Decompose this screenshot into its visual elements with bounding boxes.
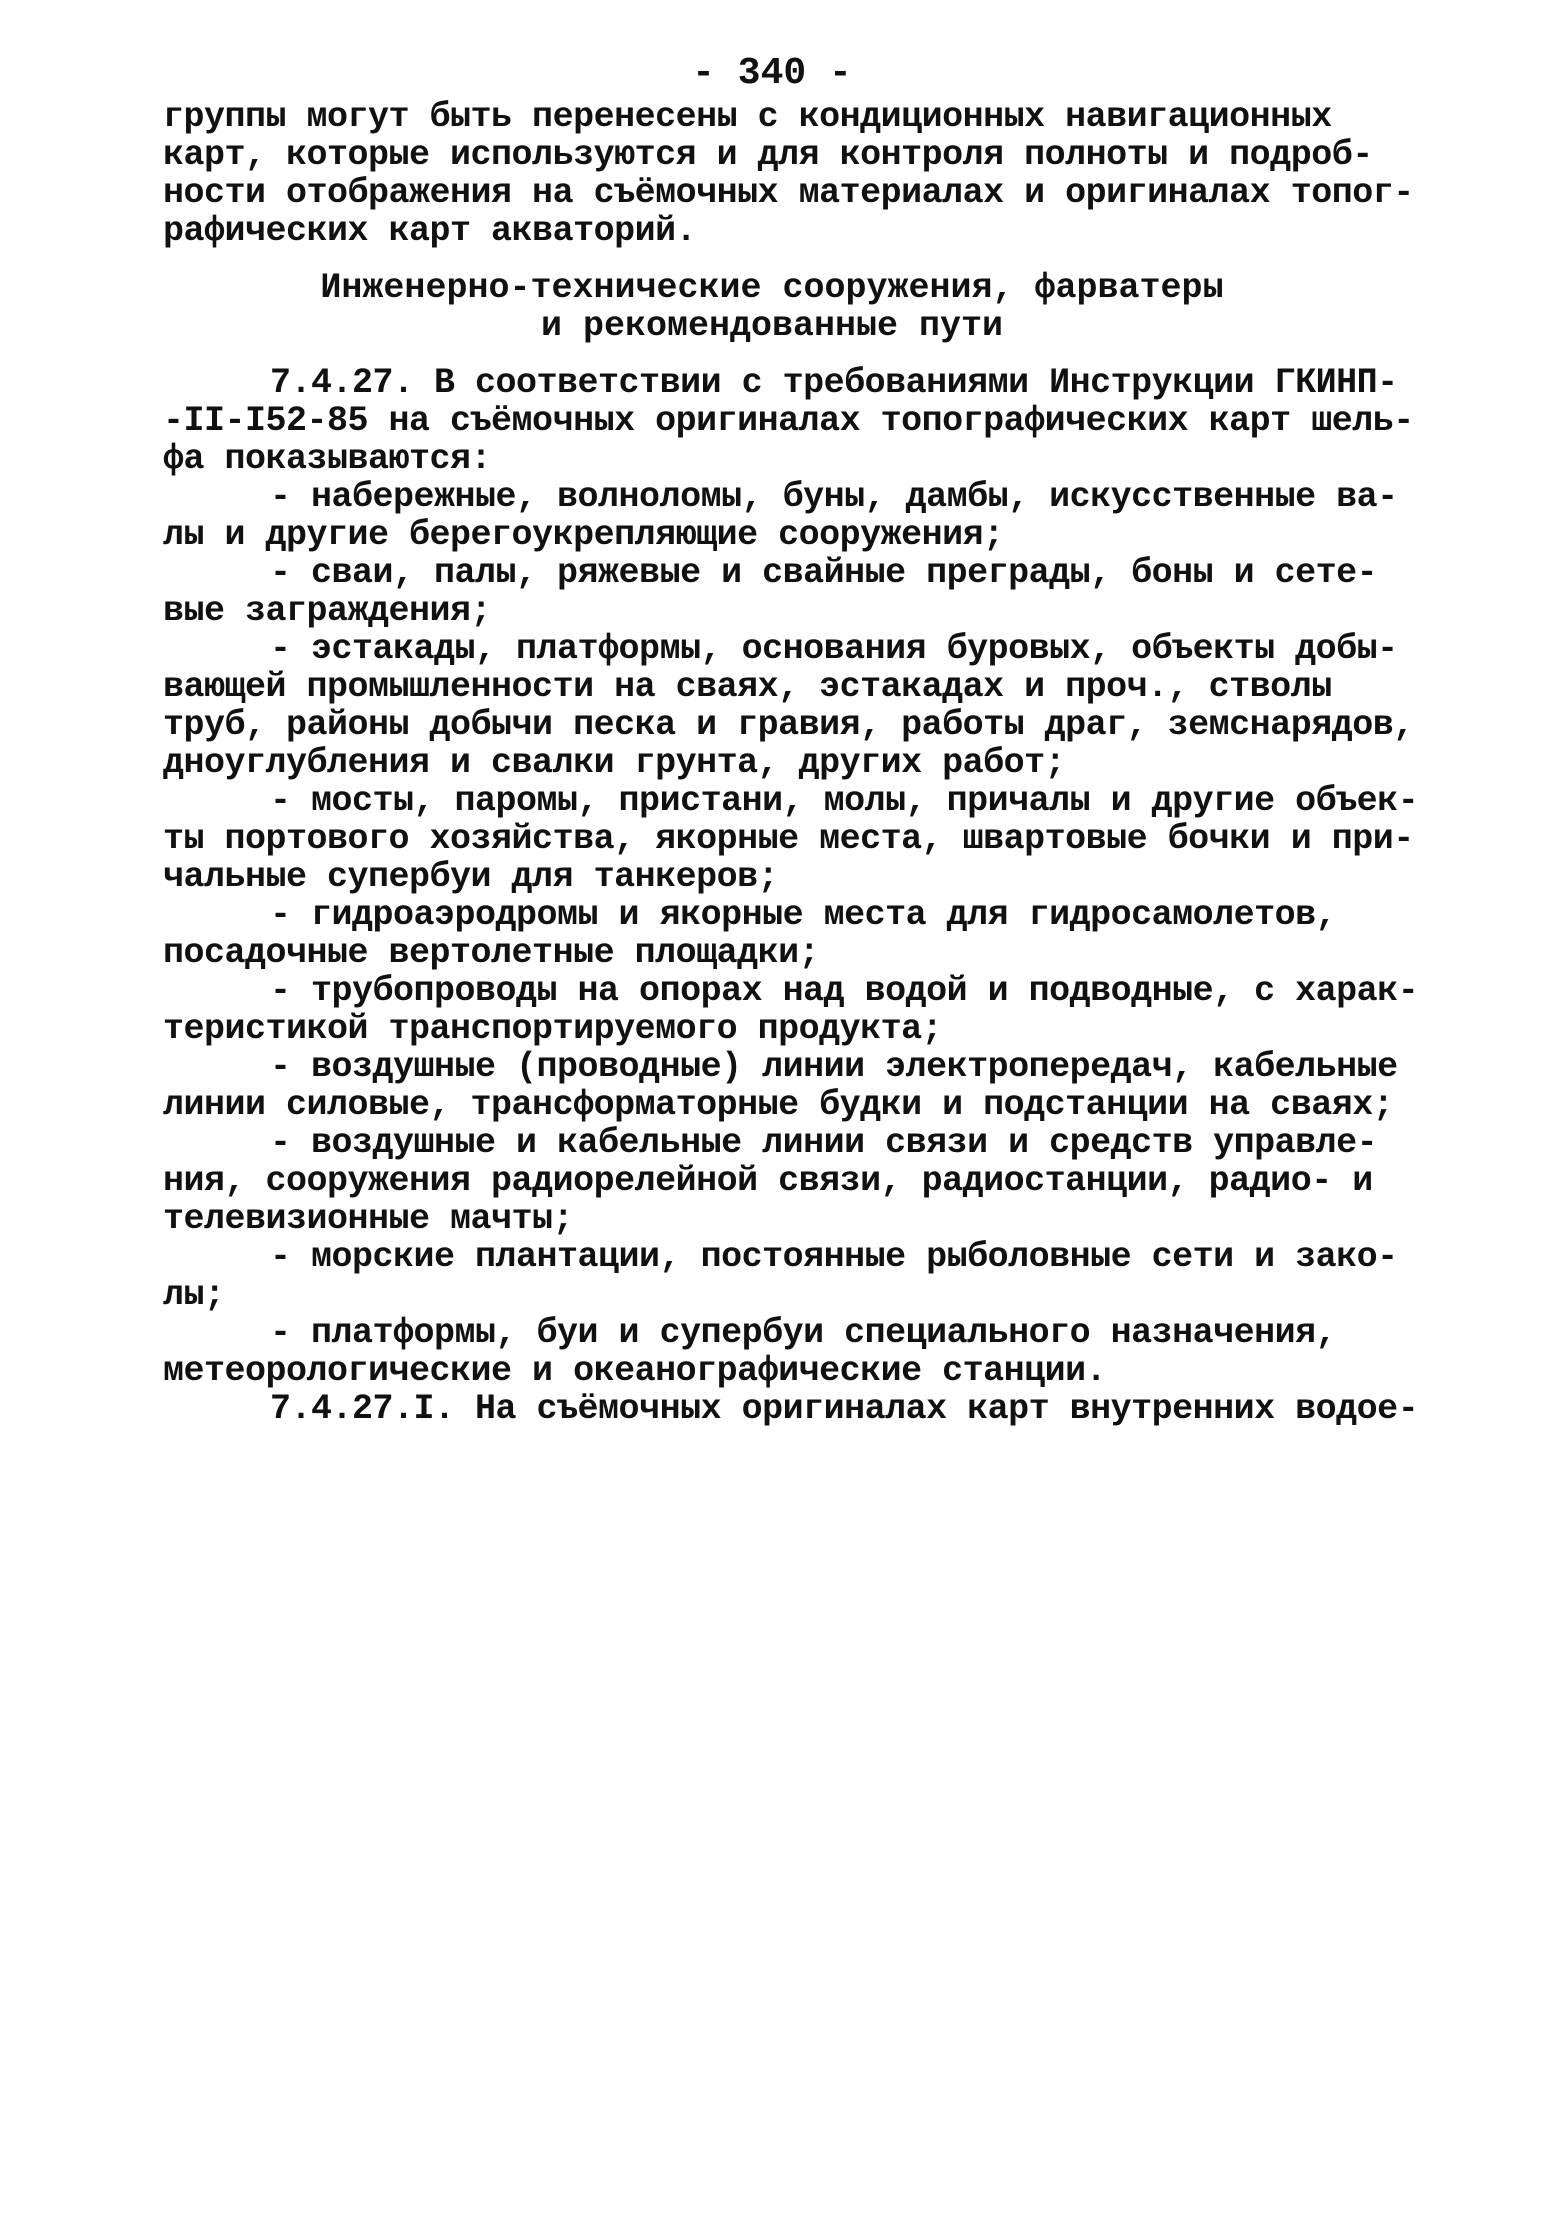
list-item-line: ты портового хозяйства, якорные места, швартовые бочки и при-: [163, 819, 1414, 859]
list-item-line: - платформы, буи и супербуи специального назначения,: [270, 1313, 1337, 1353]
list-item-line: чальные супербуи для танкеров;: [163, 857, 779, 897]
list-item-line: вающей промышленности на сваях, эстакадах и проч., стволы: [163, 667, 1332, 707]
paragraph-line: 7.4.27. В соответствии с требованиями Инструкции ГКИНП-: [270, 363, 1398, 403]
list-item-line: посадочные вертолетные площадки;: [163, 933, 820, 973]
list-item-line: дноуглубления и свалки грунта, других работ;: [163, 743, 1066, 783]
list-item-line: - сваи, палы, ряжевые и свайные преграды, боны и сете-: [270, 553, 1378, 593]
list-item-line: - эстакады, платформы, основания буровых, объекты добы-: [270, 629, 1398, 669]
list-item-line: вые заграждения;: [163, 591, 492, 631]
list-item-line: метеорологические и океанографические станции.: [163, 1351, 1107, 1391]
list-item-line: - мосты, паромы, пристани, молы, причалы и другие объек-: [270, 781, 1419, 821]
section-heading-line-1: Инженерно-технические сооружения, фарватеры: [320, 268, 1224, 308]
list-item-line: - набережные, волноломы, буны, дамбы, искусственные ва-: [270, 477, 1398, 517]
list-item-line: лы и другие берегоукрепляющие сооружения;: [163, 515, 1004, 555]
intro-line: рафических карт акваторий.: [163, 211, 697, 251]
list-item-line: - трубопроводы на опорах над водой и подводные, с харак-: [270, 971, 1419, 1011]
list-item-line: линии силовые, трансформаторные будки и подстанции на сваях;: [163, 1085, 1394, 1125]
list-item-line: - гидроаэродромы и якорные места для гидросамолетов,: [270, 895, 1337, 935]
intro-line: карт, которые используются и для контроля полноты и подроб-: [163, 135, 1373, 175]
paragraph-line: -II-I52-85 на съёмочных оригиналах топографических карт шель-: [163, 401, 1414, 441]
section-heading-line-2: и рекомендованные пути: [540, 306, 1004, 346]
intro-line: группы могут быть перенесены с кондиционных навигационных: [163, 97, 1332, 137]
list-item-line: телевизионные мачты;: [163, 1199, 574, 1239]
paragraph-line: 7.4.27.I. На съёмочных оригиналах карт внутренних водое-: [270, 1389, 1419, 1429]
list-item-line: - морские плантации, постоянные рыболовные сети и зако-: [270, 1237, 1398, 1277]
list-item-line: теристикой транспортируемого продукта;: [163, 1009, 943, 1049]
intro-line: ности отображения на съёмочных материалах и оригиналах топог-: [163, 173, 1414, 213]
page-number: - 340 -: [692, 52, 852, 95]
list-item-line: лы;: [163, 1275, 225, 1315]
list-item-line: - воздушные (проводные) линии электропередач, кабельные: [270, 1047, 1398, 1087]
paragraph-line: фа показываются:: [163, 439, 492, 479]
list-item-line: - воздушные и кабельные линии связи и средств управле-: [270, 1123, 1378, 1163]
list-item-line: труб, районы добычи песка и гравия, работы драг, земснарядов,: [163, 705, 1414, 745]
list-item-line: ния, сооружения радиорелейной связи, радиостанции, радио- и: [163, 1161, 1373, 1201]
